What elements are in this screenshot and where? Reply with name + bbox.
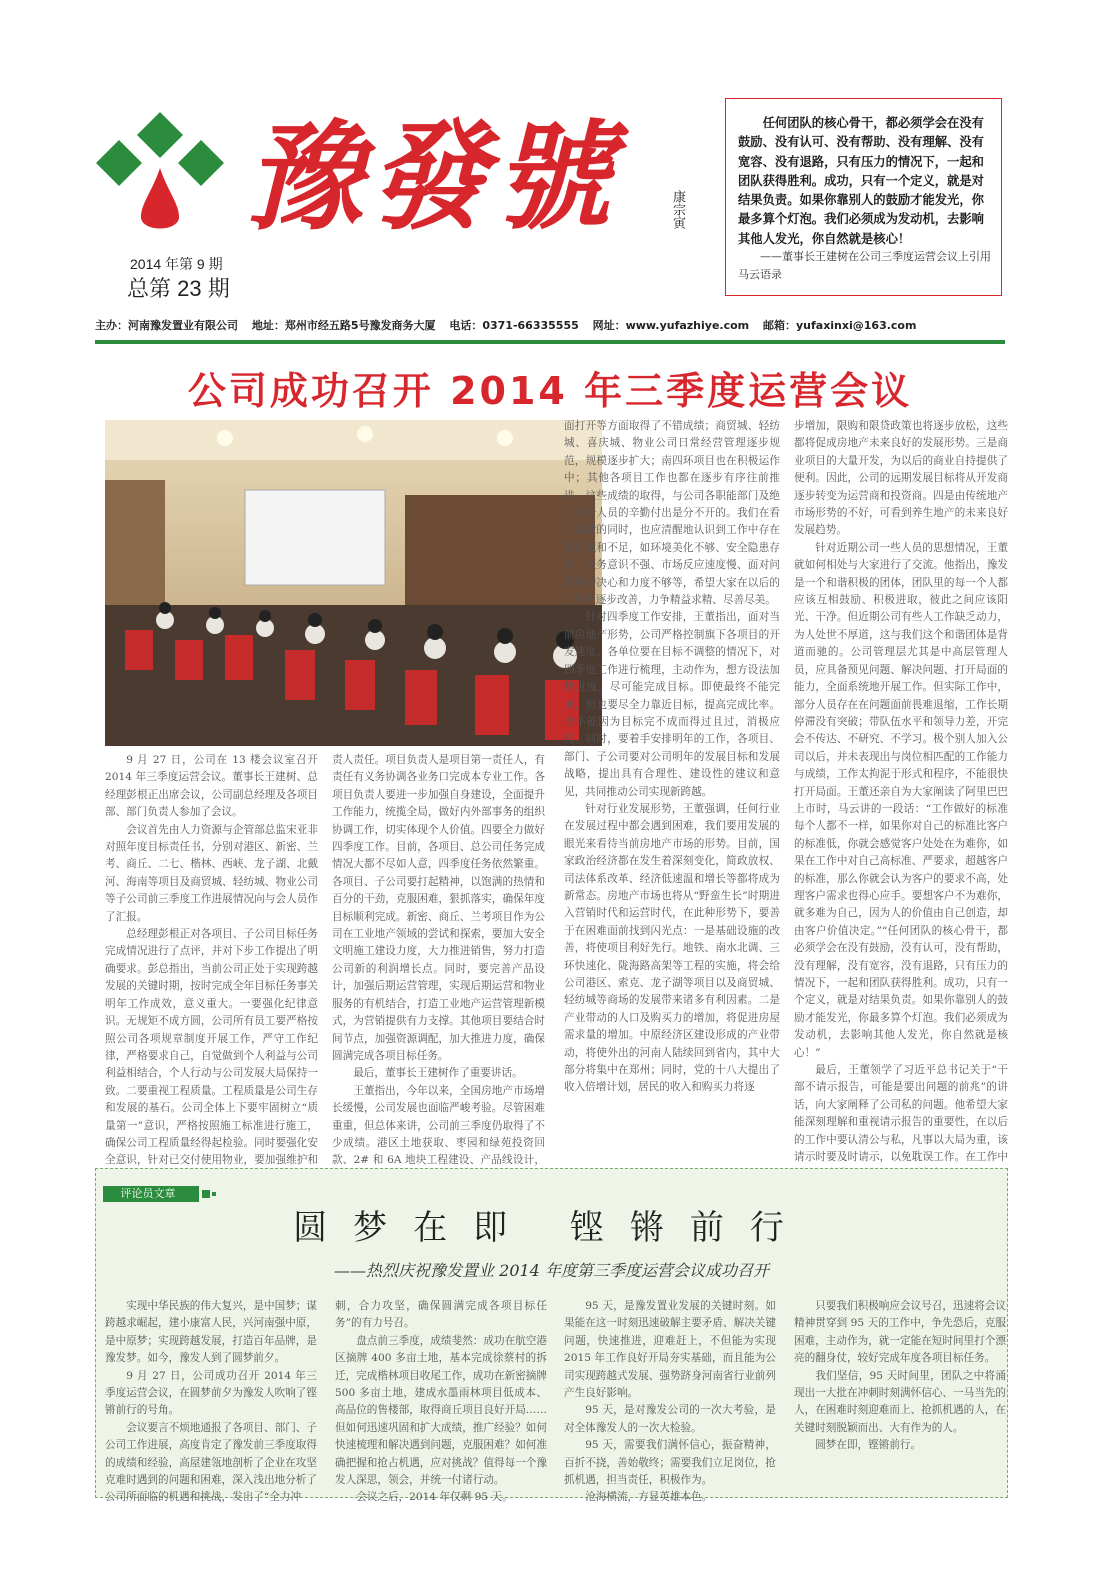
article-column-1 (105, 752, 318, 1167)
website-link[interactable]: 网址：www.yufazhiye.com (592, 319, 750, 332)
article-paragraph: 9 月 27 日，公司在 13 楼会议室召开 2014 年三季度运营会议。董事长王建树、总经理彭根正出席会议，公司副总经理及各项目部、部门负责人参加了会议。 (105, 754, 318, 819)
commentary-tag: 评论员文章 (103, 1186, 193, 1202)
article-paragraph: 面打开等方面取得了不错成绩；商贸城、轻纺城、喜庆城、物业公司日常经营管理逐步规范，规模逐步扩大；南四环项目也在积极运作中；其他各项目工作也都在逐步有序往前推进。这些成绩的取得，与公司各职能部门及绝大部分人员的辛勤付出是分不开的。我们在看到成绩的同时，也应清醒地认识到工作中存在的问题和不足，如环境美化不够、安全隐患存在、服务意识不强、市场反应速度慢、面对问题时的决心和力度不够等，希望大家在以后的工作中逐步改善，力争精益求精、尽善尽美。 (564, 420, 780, 607)
article-paragraph: 责人责任。项目负责人是项目第一责任人，有责任有义务协调各业务口完成本专业工作。各项目负责人要进一步加强自身建设，全面提升工作能力，统揽全局，做好内外部事务的组织协调工作，切实体现个人价值。四要全力做好四季度工作。目前，各项目、总公司任务完成情况大都不尽如人意，四季度任务依然繁重。各项目、子公司要打起精神，以饱满的热情和百分的干劲，克服困难，狠抓落实，确保年度目标顺利完成。新密、商丘、兰考项目作为公司在工业地产领域的尝试和探索，要加大安全文明施工建设力度，大力推进销售，努力打造公司新的利润增长点。同时，要完善产品设计，加强后期运营管理，实现后期运营和物业服务的有机结合，打造工业地产运营管理新模式，为营销提供有力支撑。其他项目要结合时间节点，加强资源调配，加大推进力度，确保圆满完成各项目标任务。 (332, 754, 545, 1062)
issue-total: 总第 23 期 (127, 276, 230, 301)
commentary-subtitle: ——热烈庆祝豫发置业 2014 年度第三季度运营会议成功召开 (334, 1261, 769, 1280)
article-column-2 (332, 752, 545, 1167)
email-link[interactable]: 邮箱：yufaxinxi@163.com (762, 319, 917, 332)
article-paragraph: 步增加，限购和限贷政策也将逐步放松，这些都将促成房地产未来良好的发展形势。三是商业项目的大量开发，为以后的商业自持提供了便利。因此，公司的远期发展目标将从开发商逐步转变为运营商和投资商。四是由传统地产市场形势的不好，可看到养生地产的未来良好发展趋势。 (794, 420, 1008, 537)
commentary-paragraph: 刺，合力攻坚，确保圆满完成各项目标任务”的有力号召。 (335, 1300, 547, 1330)
article-paragraph: 最后，董事长王建树作了重要讲话。 (353, 1067, 523, 1080)
info-bar (95, 317, 1005, 337)
article-headline: 公司成功召开 2014 年三季度运营会议 (187, 369, 913, 413)
commentary-paragraph: 会议之后，2014 年仅剩 95 天。 (356, 1491, 513, 1504)
commentary-paragraph: 95 天，是对豫发公司的一次大考验，是对全体豫发人的一次大检验。 (564, 1404, 776, 1434)
commentary-column-4 (794, 1298, 1006, 1494)
commentary-column-2 (335, 1298, 547, 1504)
commentary-paragraph: 我们坚信，95 天时间里，团队之中将涌现出一大批在冲刺时刻满怀信心、一马当先的人，在困难时刻迎难而上、抢抓机遇的人，在关键时刻脱颖而出、大有作为的人。 (794, 1369, 1006, 1434)
clover-leaf-logo (95, 110, 225, 235)
article-paragraph: 最后，王董领学了习近平总书记关于“干部不请示报告，可能是要出问题的前兆”的讲话，向大家阐释了公司私的问题。他希望大家能深刻理解和重视请示报告的重要性，在以后的工作中要认清公与私，凡事以大局为重，该请示时要及时请示，以免耽误工作。在工作中 (794, 1064, 1008, 1164)
commentary-paragraph: 圆梦在即，铿锵前行。 (815, 1439, 922, 1452)
sponsor-text: 主办：河南豫发置业有限公司 (95, 319, 238, 332)
article-paragraph: 总经理彭根正对各项目、子公司目标任务完成情况进行了点评，并对下步工作提出了明确要求。彭总指出，当前公司正处于实现跨越发展的关键时期，按时完成全年目标任务事关明年工作成效，意义重大。一要强化纪律意识。无规矩不成方圆，公司所有员工要严格按照公司各项规章制度开展工作，严守工作纪律，严格要求自己，自觉做到个人利益与公司利益相结合，个人行动与公司发展大局保持一致。二要重视工程质量。工程质量是公司生存和发展的基石。公司全体上下要牢固树立“质量第一”意识，严格按照施工标准进行施工，确保公司工程质量经得起检验。同时要强化安全意识，针对已交付使用物业，要加强维护和 (105, 928, 318, 1167)
commentary-paragraph: 会议要言不烦地通报了各项目、部门、子公司工作进展，高度肯定了豫发前三季度取得的成绩和经验，高屋建瓴地剖析了企业在攻坚克难时遇到的问题和困难，深入浅出地分析了公司所面临的机遇和挑战，发出了“全力冲 (105, 1421, 317, 1504)
green-divider (95, 340, 1005, 344)
commentary-paragraph: 95 天，是豫发置业发展的关键时刻。如果能在这一时刻迅速破解主要矛盾、解决关键问题，快速推进，迎难赶上，不但能为实现 2015 年工作良好开局夯实基础，而且能为公司实现跨越式发展、强势跻身河南省行业前列产生良好影响。 (564, 1300, 776, 1400)
article-paragraph: 针对近期公司一些人员的思想情况，王董就如何相处与大家进行了交流。他指出，豫发是一个和谐积极的团体，团队里的每一个人都应该互相鼓励、积极进取，彼此之间应该阳光、干净。但近期公司有些人工作缺乏动力，为人处世不厚道，这与我们这个和谐团体是背道而驰的。公司管理层尤其是中高层管理人员，应具备预见问题、解决问题、打开局面的能力，全面系统地开展工作。但实际工作中，部分人员存在在问题面前畏难退缩，工作长期停滞没有突破；带队伍水平和领导力差，开完会不传达、不研究、不学习。极个别人加入公司以后，并未表现出与岗位相匹配的工作能力与成绩，工作太拘泥于形式和程序，不能很快打开局面。王董还亲自为大家阐读了阿里巴巴上市时，马云讲的一段话：“工作做好的标准每个人都不一样，如果你对自己的标准比客户的标准低，你就会感觉客户处处在为难你，如果在工作中对自己高标准、严要求，超越客户的标准，那么你就会认为客户的要求不高，处理客户需求也得心应手。要想客户不为难你，就多难为自己，因为人的价值由自己创造，却由客户价值决定。”“任何团队的核心骨干，都必须学会在没有鼓励，没有认可，没有帮助，没有理解，没有宽容，没有退路，只有压力的情况下，一起和团队获得胜利。成功，只有一个定义，就是对结果负责。如果你靠别人的鼓励才能发光，你最多算个灯泡。我们必须成为发动机，去影响其他人发光，你自然就是核心！” (794, 541, 1008, 1059)
commentary-paragraph: 9 月 27 日，公司成功召开 2014 年三季度运营会议，在圆梦前夕为豫发人吹响了铿锵前行的号角。 (105, 1369, 317, 1417)
phone-text: 电话：0371-66335555 (449, 319, 579, 332)
article-column-4 (794, 418, 1008, 1164)
article-paragraph: 针对行业发展形势，王董强调，任何行业在发展过程中都会遇到困难，我们要用发展的眼光来看待当前房地产市场的形势。目前，国家政治经济都在发生着深刻变化，简政放权、司法体系改革、经济低速温和增长等都将成为新常态。房地产市场也将从“野蛮生长”时期进入营销时代和运营时代，在此种形势下，要善于在困难面前找到闪光点：一是基础设施的改善，将使项目利好先行。地铁、南水北调、三环快速化、陇海路高架等工程的实施，将会给公司港区、索克、龙子湖等项目以及商贸城、轻纺城等商场的发展带来诸多有利因素。二是产业带动的人口及购买力的增加，将促进房屋需求量的增加。中原经济区建设形成的产业带动，将使外出的河南人陆续回到省内，其中大部分将集中在郑州；同时，党的十八大提出了收入倍增计划，居民的收入和购买力将逐 (564, 802, 780, 1094)
quote-text: 任何团队的核心骨干，都必须学会在没有鼓励、没有认可、没有帮助、没有理解、没有宽容、没有退路，只有压力的情况下，一起和团队获得胜利。成功，只有一个定义，就是对结果负责。如果你靠别人的鼓励才能发光，你最多算个灯泡。我们必须成为发动机，去影响其他人发光，你自然就是核心！ (738, 115, 984, 246)
meeting-photo (105, 420, 602, 746)
article-paragraph: 针对四季度工作安排，王董指出，面对当前房地产形势，公司严格控制旗下各项目的开发速度。各单位要在目标不调整的情况下，对四季度工作进行梳理，主动作为，想方设法加快进度，尽可能完成目标。即使最终不能完成，但也要尽全力靠近目标，提高完成比率。决不能因为目标完不成而得过且过，消极应付。同时，要着手安排明年的工作，各项目、部门、子公司要对公司明年的发展目标和发展战略，提出具有合理性、建设性的建议和意见，共同推动公司实现新跨越。 (564, 611, 780, 798)
commentary-column-3 (564, 1298, 776, 1504)
quote-box (725, 98, 1002, 296)
address-text: 地址：郑州市经五路5号豫发商务大厦 (251, 319, 436, 332)
calligrapher-signature: 康宗寅 (670, 190, 685, 229)
issue-line: 2014 年第 9 期 (130, 256, 223, 272)
commentary-title: 圆梦在即 铿锵前行 (293, 1208, 810, 1248)
commentary-column-1 (105, 1298, 317, 1504)
article-paragraph: 会议首先由人力资源与企管部总监宋亚非对照年度目标责任书，分别对港区、新密、兰考、商丘、二七、楷林、西峡、龙子湖、北戴河、海南等项目及商贸城、轻纺城、物业公司等子公司前三季度工作进展情况向与会人员作了汇报。 (105, 823, 318, 923)
commentary-paragraph: 沧海横流，方显英雄本色。 (585, 1491, 713, 1504)
quote-attribution: ——董事长王建树在公司三季度运营会议上引用马云语录 (738, 250, 991, 282)
commentary-paragraph: 只要我们积极响应会议号召，迅速将会议精神贯穿到 95 天的工作中，争先恐后，克服困难，主动作为，就一定能在短时间里打个漂亮的翻身仗，较好完成年度各项目标任务。 (794, 1300, 1006, 1365)
masthead-title: 豫發號 (245, 107, 618, 246)
commentary-paragraph: 实现中华民族的伟大复兴，是中国梦；谋跨越求崛起，建小康富人民，兴河南强中原，是中原梦；实现跨越发展，打造百年品牌，是豫发梦。如今，豫发人到了圆梦前夕。 (105, 1300, 317, 1365)
article-paragraph: 王董指出，今年以来，全国房地产市场增长缓慢，公司发展也面临严峻考验。尽管困难重重，但总体来讲，公司前三季度仍取得了不少成绩。港区土地获取、枣园和绿苑投资回款、2# 和 6A 地块工程建设、产品线设计， (332, 1084, 545, 1167)
commentary-paragraph: 盘点前三季度，成绩斐然：成功在航空港区摘牌 400 多亩土地，基本完成徐蔡村的拆迁，完成楷林项目收尾工作，成功在新密摘牌 500 多亩土地，建成水墨雨林项目低成本、高品位的售楼部，取得商丘项目良好开局……但如何迅速巩固和扩大成绩，推广经验？如何快速梳理和解决遇到问题，克服困难？如何准确把握和抢占机遇，应对挑战？值得每一个豫发人深思，领会，并统一付诸行动。 (335, 1334, 547, 1487)
commentary-paragraph: 95 天，需要我们满怀信心，振奋精神，百折不挠，善始敬终；需要我们立足岗位，抢抓机遇，担当责任，积极作为。 (564, 1439, 776, 1487)
article-column-3 (564, 418, 780, 1164)
